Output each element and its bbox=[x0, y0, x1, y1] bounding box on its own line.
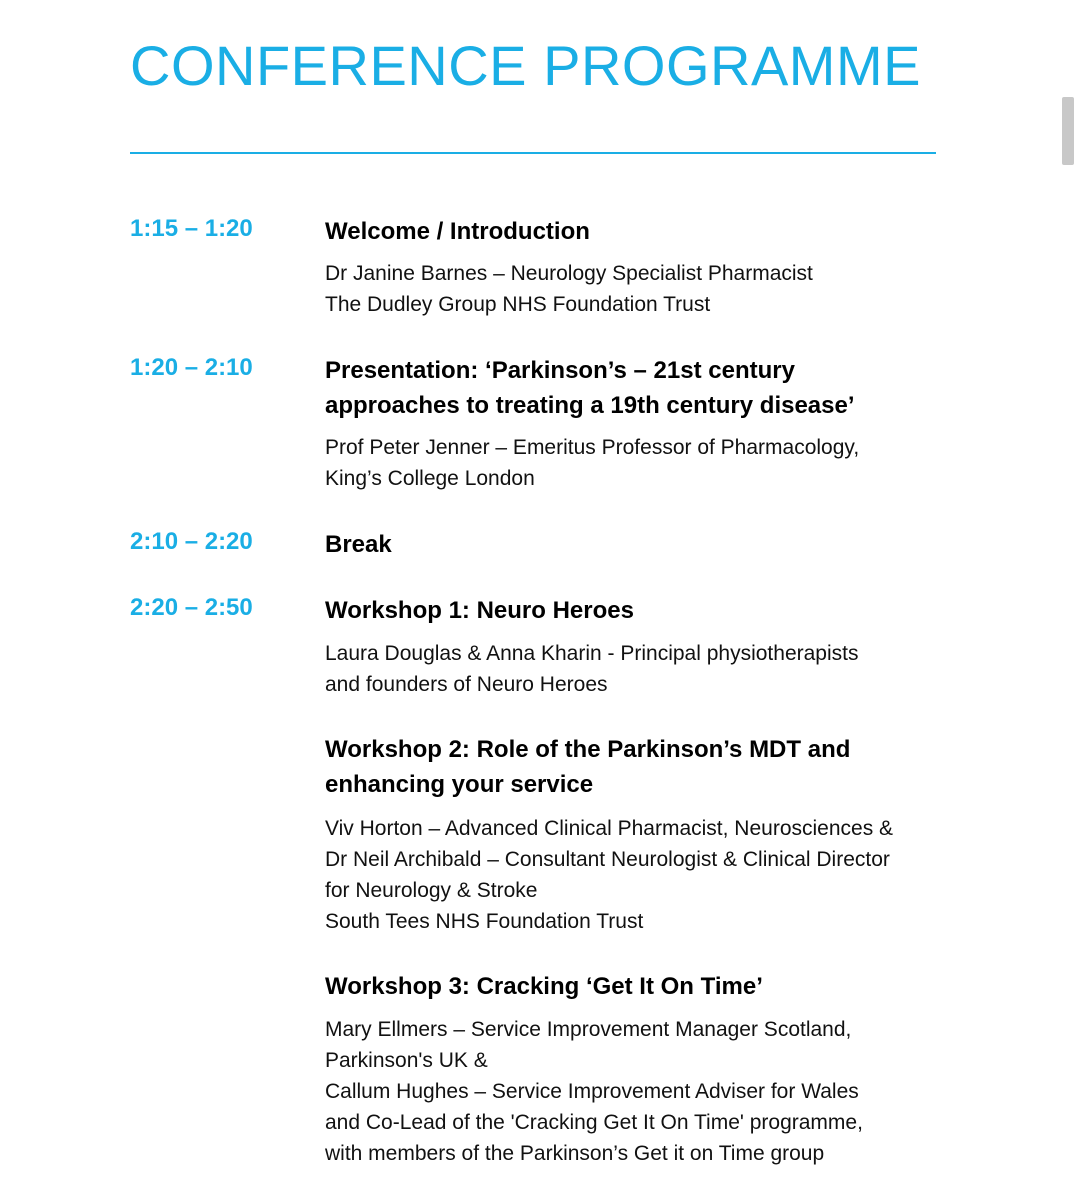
workshop-2-title bbox=[325, 732, 965, 802]
speaker-details bbox=[325, 432, 985, 494]
workshop-1-details bbox=[325, 638, 985, 700]
title-line: Presentation: ‘Parkinson’s – 21st century bbox=[325, 357, 795, 384]
detail-line: The Dudley Group NHS Foundation Trust bbox=[325, 293, 711, 316]
workshop-2-details bbox=[325, 813, 985, 937]
page-title: CONFERENCE PROGRAMME bbox=[130, 34, 921, 97]
detail-line: Mary Ellmers – Service Improvement Manager Scotland, bbox=[325, 1018, 852, 1041]
detail-line: for Neurology & Stroke bbox=[325, 879, 538, 902]
title-line: approaches to treating a 19th century disease’ bbox=[325, 392, 855, 419]
detail-line: and founders of Neuro Heroes bbox=[325, 673, 608, 696]
detail-line: King’s College London bbox=[325, 467, 535, 490]
session-time: 1:20 – 2:10 bbox=[130, 354, 253, 381]
detail-line: Laura Douglas & Anna Kharin - Principal physiotherapists bbox=[325, 642, 859, 665]
speaker-details bbox=[325, 258, 985, 320]
detail-line: Dr Janine Barnes – Neurology Specialist Pharmacist bbox=[325, 262, 813, 285]
detail-line: Viv Horton – Advanced Clinical Pharmacist, Neurosciences & bbox=[325, 817, 894, 840]
detail-line: and Co-Lead of the 'Cracking Get It On Time' programme, bbox=[325, 1111, 863, 1134]
session-title bbox=[325, 353, 965, 423]
title-line: enhancing your service bbox=[325, 771, 594, 798]
detail-line: Prof Peter Jenner – Emeritus Professor of Pharmacology, bbox=[325, 436, 860, 459]
title-divider bbox=[130, 152, 936, 154]
workshop-1-title: Workshop 1: Neuro Heroes bbox=[325, 597, 634, 624]
scrollbar-thumb[interactable] bbox=[1062, 97, 1074, 165]
detail-line: Parkinson's UK & bbox=[325, 1049, 488, 1072]
session-time: 2:20 – 2:50 bbox=[130, 594, 253, 621]
session-title: Break bbox=[325, 531, 392, 558]
workshop-3-details bbox=[325, 1014, 985, 1169]
workshop-3-title: Workshop 3: Cracking ‘Get It On Time’ bbox=[325, 973, 763, 1000]
detail-line: Callum Hughes – Service Improvement Adviser for Wales bbox=[325, 1080, 859, 1103]
session-time: 2:10 – 2:20 bbox=[130, 528, 253, 555]
session-title: Welcome / Introduction bbox=[325, 218, 590, 245]
detail-line: South Tees NHS Foundation Trust bbox=[325, 910, 644, 933]
detail-line: with members of the Parkinson’s Get it on Time group bbox=[325, 1142, 825, 1165]
title-line: Workshop 2: Role of the Parkinson’s MDT and bbox=[325, 736, 851, 763]
detail-line: Dr Neil Archibald – Consultant Neurologist & Clinical Director bbox=[325, 848, 890, 871]
session-time: 1:15 – 1:20 bbox=[130, 215, 253, 242]
